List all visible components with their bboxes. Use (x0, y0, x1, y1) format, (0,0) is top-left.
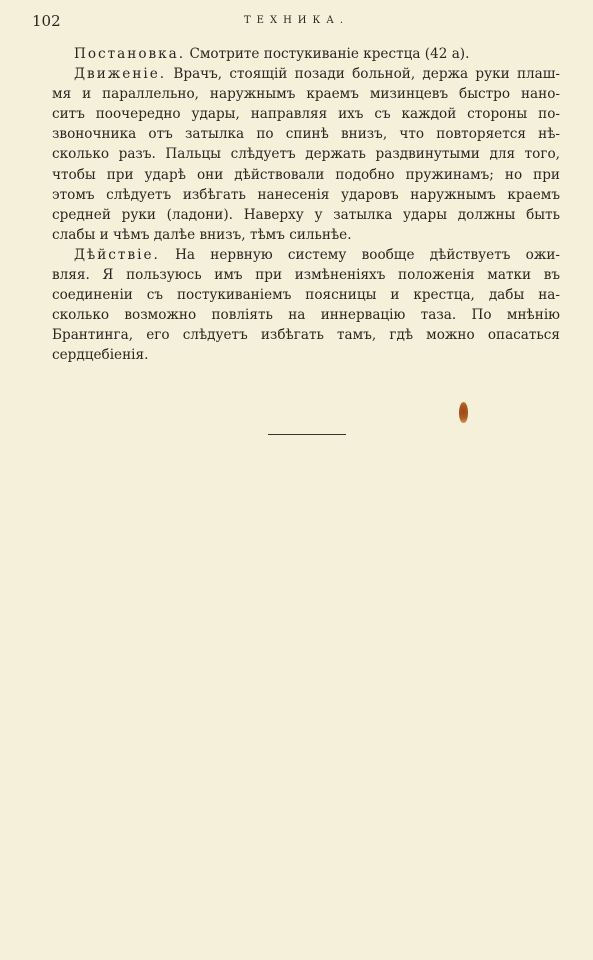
text-line (52, 44, 560, 64)
paragraph-heading: Дѣйствiе. (74, 246, 160, 263)
body-text (52, 44, 560, 366)
text-line: чтобы при ударѣ они дѣйствовали подобно пружинамъ; но при (52, 166, 560, 183)
text-line: сколько возможно повлiять на иннервацiю таза. По мнѣнiю (52, 307, 560, 324)
text-line: слабы и чѣмъ далѣе внизъ, тѣмъ сильнѣе. (52, 226, 352, 243)
text-line: звоночника отъ затылка по спинѣ внизъ, что повторяется нѣ- (52, 126, 560, 143)
text-line: ситъ поочередно удары, направляя ихъ съ каждой стороны по- (52, 106, 560, 123)
text-line (52, 245, 560, 265)
paragraph-heading: Движенiе. (74, 66, 167, 83)
paragraph-deistvie (52, 245, 560, 366)
text-line: мя и параллельно, наружнымъ краемъ мизинцевъ быстро нано- (52, 86, 560, 103)
text-line: средней руки (ладони). Наверху у затылка удары должны быть (52, 206, 560, 223)
text-line: Брантинга, его слѣдуетъ избѣгать тамъ, гдѣ можно опасаться (52, 327, 560, 344)
text-line: этомъ слѣдуетъ избѣгать нанесенiя ударовъ наружнымъ краемъ (52, 186, 560, 203)
line-text: На нервную систему вообще дѣйствуетъ ожи- (175, 246, 560, 263)
line-text: Смотрите постукиванiе крестца (42 а). (189, 46, 470, 62)
text-line: вляя. Я пользуюсь имъ при измѣненiяхъ положенiя матки въ (52, 267, 560, 284)
text-line: сколько разъ. Пальцы слѣдуетъ держать раздвинутыми для того, (52, 146, 560, 163)
paragraph-postanovka (52, 44, 560, 64)
text-line: соединенiи съ постукиванiемъ поясницы и крестца, дабы на- (52, 287, 560, 304)
paragraph-heading: Постановка. (74, 46, 186, 62)
section-end-rule (268, 434, 346, 435)
line-text: Врачъ, стоящiй позади больной, держа руки плаш- (173, 66, 560, 83)
text-line: сердцебiенiя. (52, 347, 149, 364)
running-head: ТЕХНИКА. (243, 15, 350, 26)
ink-stain (459, 402, 468, 423)
page-number: 102 (32, 12, 61, 30)
paragraph-dvizhenie (52, 64, 560, 245)
text-line (52, 64, 560, 84)
